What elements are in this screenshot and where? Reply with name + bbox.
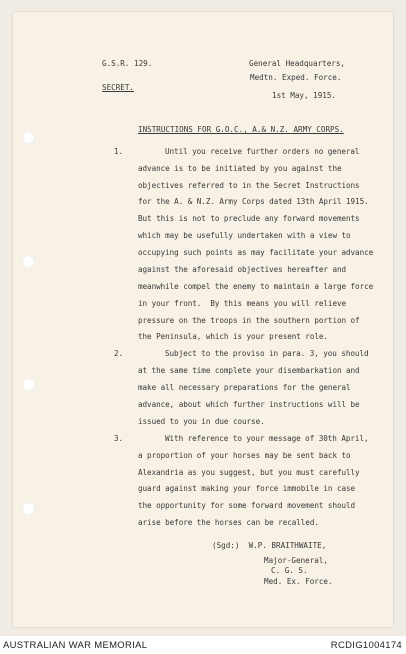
document-title: INSTRUCTIONS FOR G.O.C., A.& N.Z. ARMY CORPS. [138,125,344,134]
paragraph-1-line: Until you receive further orders no general [165,147,360,156]
paragraph-3-line: arise before the horses can be recalled. [138,518,319,527]
paragraph-2-line: issued to you in due course. [138,417,265,426]
punch-hole [22,131,35,144]
archive-name: AUSTRALIAN WAR MEMORIAL [3,640,148,651]
paragraph-1-line: pressure on the troops in the southern portion of [138,316,360,325]
paragraph-2-line: Subject to the proviso in para. 3, you should [165,349,369,358]
paragraph-3-line: Alexandria as you suggest, but you must carefully [138,468,360,477]
classification-label: SECRET. [102,83,135,92]
paragraph-3-line: With reference to your message of 30th April, [165,434,369,443]
punch-hole [22,255,35,268]
document-page [13,12,393,627]
paragraph-3-number: 3. [114,434,124,443]
document-date: 1st May, 1915. [272,91,337,100]
paragraph-1-line: advance is to be initiated by you against the [138,164,342,173]
paragraph-1-line: But this is not to preclude any forward movements [138,214,360,223]
paragraph-1-line: against the aforesaid objectives hereafter and [138,265,347,274]
paragraph-1-line: which may be usefully undertaken with a view to [138,231,351,240]
punch-hole [22,502,35,515]
paragraph-1-line: in your front. By this means you will relieve [138,299,347,308]
paragraph-3-line: the opportunity for some forward movement should [138,501,356,510]
paragraph-2-line: at the same time complete your disembarkation and [138,366,360,375]
origin-line-2: Medtn. Exped. Force. [250,73,342,82]
paragraph-1-line: occupying such points as may facilitate your advance [138,248,374,257]
paragraph-2-line: advance, about which further instructions will be [138,400,360,409]
paragraph-2-number: 2. [114,349,124,358]
paragraph-3-line: a proportion of your horses may be sent back to [138,451,351,460]
paragraph-1-line: meanwhile compel the enemy to maintain a large force [138,282,374,291]
signature-rank: Major-General, [264,556,329,565]
record-id: RCDIG1004174 [330,640,402,651]
punch-hole [22,378,35,391]
origin-line-1: General Headquarters, [249,59,346,68]
paragraph-1-line: the Peninsula, which is your present role. [138,332,328,341]
paragraph-1-line: objectives referred to in the Secret Instructions [138,181,360,190]
paragraph-1-line: for the A. & N.Z. Army Corps dated 13th April 1915. [138,197,369,206]
paragraph-1-number: 1. [114,147,124,156]
archive-footer [0,636,406,654]
signature-force: Med. Ex. Force. [264,577,333,586]
paragraph-2-line: make all necessary preparations for the general [138,383,351,392]
signature-name: (Sgd:) W.P. BRAITHWAITE, [212,541,327,550]
signature-appointment: C. G. S. [271,566,308,575]
reference-number: G.S.R. 129. [102,59,153,68]
paragraph-3-line: guard against making your force immobile in case [138,484,356,493]
